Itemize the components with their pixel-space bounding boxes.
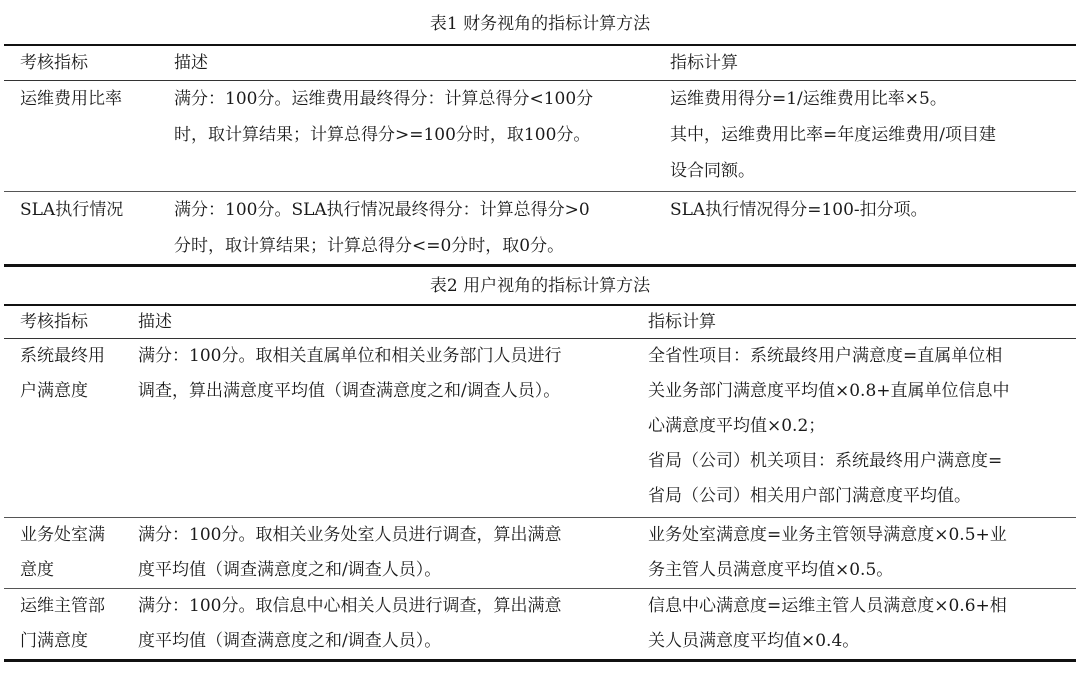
indicator-text: 户满意度 (20, 381, 88, 401)
description-cell (158, 81, 654, 192)
calculation-line: 业务处室满意度=业务主管领导满意度×0.5+业 (648, 525, 1007, 545)
calculation-cell (654, 81, 1076, 192)
calculation-line: 省局（公司）相关用户部门满意度平均值。 (648, 486, 971, 506)
table2-header-calculation: 指标计算 (632, 305, 1076, 339)
indicator-text: 业务处室满 (20, 525, 105, 545)
description-cell (122, 518, 632, 589)
table1-financial-metrics (4, 44, 1076, 267)
table-row (4, 339, 1076, 518)
description-line: 满分：100分。运维费用最终得分：计算总得分<100分 (174, 89, 594, 109)
description-line: 度平均值（调查满意度之和/调查人员）。 (138, 560, 442, 580)
description-cell (122, 339, 632, 518)
description-line: 时，取计算结果；计算总得分>=100分时，取100分。 (174, 125, 591, 145)
table1-header-description: 描述 (158, 45, 654, 81)
indicator-text: SLA执行情况 (20, 200, 124, 220)
description-line: 满分：100分。取信息中心相关人员进行调查，算出满意 (138, 596, 562, 616)
table2-user-metrics (4, 304, 1076, 662)
description-line: 满分：100分。取相关直属单位和相关业务部门人员进行 (138, 346, 562, 366)
calculation-cell (632, 339, 1076, 518)
indicator-cell (4, 81, 158, 192)
calculation-line: 心满意度平均值×0.2； (648, 416, 826, 436)
calculation-cell (632, 589, 1076, 661)
indicator-cell (4, 518, 122, 589)
table-row (4, 81, 1076, 192)
table2-header-description: 描述 (122, 305, 632, 339)
table-row (4, 192, 1076, 266)
calculation-line: 务主管人员满意度平均值×0.5。 (648, 560, 894, 580)
table1-header-calculation: 指标计算 (654, 45, 1076, 81)
table1-caption: 表1 财务视角的指标计算方法 (429, 14, 651, 34)
calculation-line: 运维费用得分=1/运维费用比率×5。 (670, 89, 947, 109)
calculation-line: 省局（公司）机关项目：系统最终用户满意度= (648, 451, 1003, 471)
description-line: 满分：100分。SLA执行情况最终得分：计算总得分>0 (174, 200, 590, 220)
calculation-line: 信息中心满意度=运维主管人员满意度×0.6+相 (648, 596, 1007, 616)
indicator-text: 意度 (20, 560, 54, 580)
description-line: 调查，算出满意度平均值（调查满意度之和/调查人员）。 (138, 381, 561, 401)
indicator-text: 运维费用比率 (20, 89, 122, 109)
indicator-text: 门满意度 (20, 631, 88, 651)
table-row (4, 518, 1076, 589)
calculation-line: 设合同额。 (670, 161, 755, 181)
calculation-cell (654, 192, 1076, 266)
description-cell (122, 589, 632, 661)
description-line: 分时，取计算结果；计算总得分<=0分时，取0分。 (174, 236, 565, 256)
calculation-line: 关业务部门满意度平均值×0.8+直属单位信息中 (648, 381, 1010, 401)
indicator-text: 系统最终用 (20, 346, 105, 366)
calculation-line: 全省性项目：系统最终用户满意度=直属单位相 (648, 346, 1003, 366)
calculation-line: 关人员满意度平均值×0.4。 (648, 631, 860, 651)
indicator-cell (4, 339, 122, 518)
table-row (4, 589, 1076, 661)
indicator-cell (4, 192, 158, 266)
table2-caption: 表2 用户视角的指标计算方法 (429, 276, 651, 296)
calculation-line: SLA执行情况得分=100-扣分项。 (670, 200, 928, 220)
table1-header-indicator: 考核指标 (4, 45, 158, 81)
calculation-line: 其中，运维费用比率=年度运维费用/项目建 (670, 125, 996, 145)
indicator-text: 运维主管部 (20, 596, 105, 616)
calculation-cell (632, 518, 1076, 589)
description-line: 度平均值（调查满意度之和/调查人员）。 (138, 631, 442, 651)
indicator-cell (4, 589, 122, 661)
table2-header-indicator: 考核指标 (4, 305, 122, 339)
description-cell (158, 192, 654, 266)
description-line: 满分：100分。取相关业务处室人员进行调查，算出满意 (138, 525, 562, 545)
